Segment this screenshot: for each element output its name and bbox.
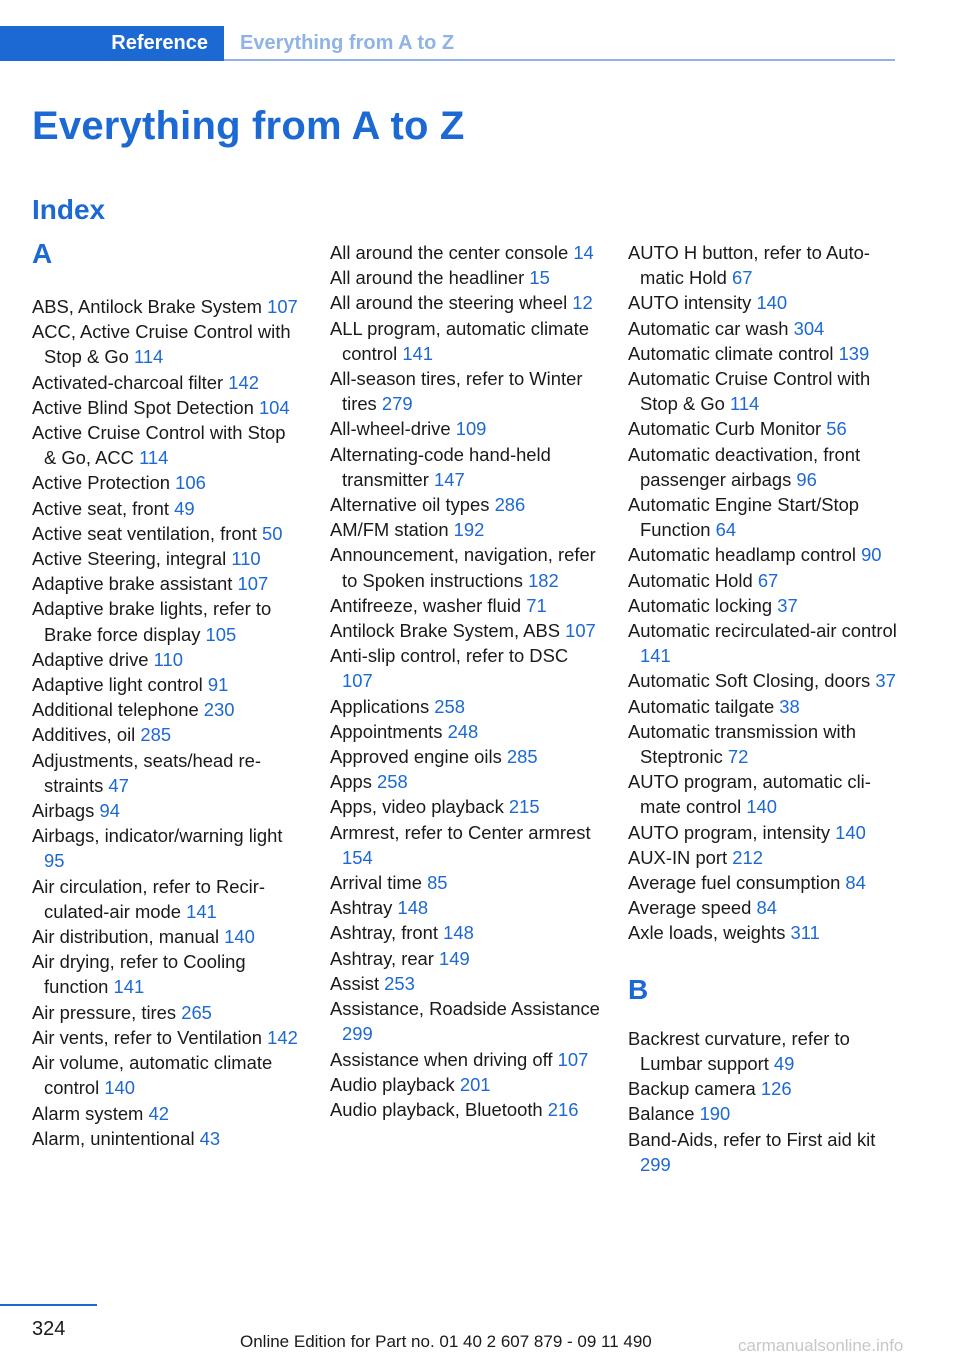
index-entry-term: Automatic headlamp control — [628, 544, 862, 566]
index-entry — [32, 697, 302, 722]
index-entry-term: Automatic deactivation, front passenger airbags — [628, 443, 861, 490]
index-entry-term: Active seat, front — [32, 497, 175, 519]
page-reference-link[interactable]: 107 — [237, 573, 269, 595]
page-reference-link[interactable]: 43 — [199, 1127, 221, 1149]
index-entry — [330, 643, 600, 693]
index-entry-term: Air vents, refer to Ventilation — [32, 1026, 268, 1048]
index-entry — [32, 1025, 302, 1050]
page-reference-link[interactable]: 253 — [384, 972, 415, 994]
page-reference-link[interactable]: 38 — [779, 695, 800, 717]
index-entry-term: ACC, Active Cruise Control with Stop & Go — [32, 321, 291, 368]
index-letter-heading: A — [32, 238, 53, 269]
index-entry — [628, 694, 903, 719]
index-entry-term: Appointments — [330, 720, 448, 742]
index-entry — [628, 366, 903, 416]
page-reference-link[interactable]: 149 — [439, 947, 470, 969]
index-entry-term: Ashtray — [330, 897, 398, 919]
index-entry-term: AUX-IN port — [628, 846, 733, 868]
page-reference-link[interactable]: 201 — [459, 1073, 491, 1095]
index-entry-term: All around the headliner — [330, 267, 530, 289]
page-reference-link[interactable]: 126 — [760, 1078, 792, 1100]
index-entry — [32, 496, 302, 521]
index-entry — [628, 290, 903, 315]
index-entry — [32, 420, 302, 470]
index-entry — [628, 870, 903, 895]
index-entry-term: Air distribution, manual — [32, 926, 225, 948]
index-entry — [330, 794, 600, 819]
index-entry — [330, 542, 600, 592]
page-reference-link[interactable]: 114 — [729, 393, 760, 415]
index-entry — [330, 769, 600, 794]
index-entry-term: Airbags — [32, 800, 100, 822]
index-entry-term: Automatic tailgate — [628, 695, 780, 717]
page-reference-link[interactable]: 50 — [262, 522, 283, 544]
page-reference-link[interactable]: 95 — [44, 850, 65, 872]
index-entry-term: Axle loads, weights — [628, 922, 791, 944]
index-entry — [32, 521, 302, 546]
page-reference-link[interactable]: 67 — [757, 569, 779, 591]
index-entry — [628, 769, 903, 819]
index-entry-term: Armrest, refer to Center armrest — [330, 821, 591, 843]
index-entry-term: ABS, Antilock Brake System — [32, 296, 268, 317]
index-entry — [330, 694, 600, 719]
page-reference-link[interactable]: 258 — [434, 695, 465, 717]
page-reference-link[interactable]: 285 — [506, 746, 538, 768]
index-entry-term: Active Blind Spot Detection — [32, 396, 259, 418]
index-entry — [32, 546, 302, 571]
index-entry-term: Ashtray, rear — [330, 947, 440, 969]
index-entry — [330, 1047, 600, 1072]
page-reference-link[interactable]: 96 — [796, 468, 817, 490]
index-entry — [32, 748, 302, 798]
page-reference-link[interactable]: 64 — [715, 519, 737, 541]
page-reference-link[interactable]: 49 — [174, 497, 195, 519]
index-entry — [32, 596, 302, 646]
index-entry — [330, 920, 600, 945]
index-entry — [32, 798, 302, 823]
index-entry-term: AUTO program, intensity — [628, 821, 836, 843]
index-entry-term: Automatic Curb Monitor — [628, 418, 827, 440]
page-reference-link[interactable]: 141 — [113, 976, 145, 998]
index-entry-term: Assist — [330, 972, 385, 994]
index-entry — [628, 895, 903, 920]
index-entry — [330, 618, 600, 643]
page-reference-link[interactable]: 72 — [727, 746, 749, 768]
page-reference-link[interactable]: 37 — [777, 594, 798, 616]
index-entry-term: Average fuel consumption — [628, 872, 846, 894]
header-bar — [0, 26, 895, 61]
index-entry-term: Announcement, navigation, refer to Spoken instructions — [330, 544, 596, 591]
index-entry — [32, 470, 302, 495]
index-entry-term: Activated-charcoal filter — [32, 371, 229, 393]
page-reference-link[interactable]: 142 — [267, 1026, 298, 1048]
index-entry-term: Applications — [330, 695, 435, 717]
index-entry-term: Automatic Hold — [628, 569, 758, 591]
index-entry — [628, 1101, 903, 1126]
page-reference-link[interactable]: 192 — [453, 519, 485, 541]
page-reference-link[interactable]: 299 — [640, 1153, 671, 1175]
index-entry — [628, 593, 903, 618]
page-reference-link[interactable]: 148 — [443, 922, 474, 944]
index-entry — [330, 744, 600, 769]
page-reference-link[interactable]: 91 — [207, 674, 229, 696]
index-entry — [330, 240, 600, 265]
index-entry — [32, 924, 302, 949]
index-entry — [330, 971, 600, 996]
page-reference-link[interactable]: 285 — [140, 724, 172, 746]
index-entry-term: Automatic recirculated-air control — [628, 620, 897, 642]
index-entry-term: Band-Aids, refer to First aid kit — [628, 1128, 876, 1150]
index-entry — [330, 492, 600, 517]
index-entry-term: Airbags, indicator/warning light — [32, 825, 283, 847]
index-entry-term: Anti-slip control, refer to DSC — [330, 645, 569, 667]
page-reference-link[interactable]: 37 — [875, 670, 896, 692]
page-reference-link[interactable]: 182 — [528, 569, 559, 591]
index-entry-term: Active Steering, integral — [32, 548, 232, 570]
index-entry — [330, 416, 600, 441]
page-reference-link[interactable]: 106 — [175, 472, 206, 494]
index-entry-term: Automatic Soft Closing, doors — [628, 670, 876, 692]
index-entry — [628, 341, 903, 366]
index-entry-term: Automatic Engine Start/Stop Function — [628, 494, 860, 541]
index-entry — [628, 1127, 903, 1177]
index-entry-term: Approved engine oils — [330, 746, 507, 768]
page-reference-link[interactable]: 71 — [526, 594, 547, 616]
index-entry-term: All around the center console — [330, 242, 574, 263]
index-entry-term: Audio playback — [330, 1073, 460, 1095]
index-entry — [628, 618, 903, 668]
chapter-tab[interactable]: Everything from A to Z — [240, 32, 455, 54]
index-column-3 — [628, 240, 903, 1177]
page-reference-link[interactable]: 84 — [756, 897, 777, 919]
page-reference-link[interactable]: 212 — [732, 846, 763, 868]
page-reference-link[interactable]: 230 — [203, 699, 235, 721]
page-reference-link[interactable]: 299 — [342, 1023, 373, 1045]
index-entry-term: Apps, video playback — [330, 796, 509, 818]
index-column-2 — [330, 240, 600, 1122]
index-entry-term: Antilock Brake System, ABS — [330, 620, 566, 642]
page-reference-link[interactable]: 49 — [773, 1052, 795, 1074]
page-reference-link[interactable]: 14 — [573, 242, 594, 263]
index-entry-term: Active Cruise Control with Stop & Go, ACC — [32, 422, 286, 469]
page-reference-link[interactable]: 15 — [529, 267, 550, 289]
index-entry — [330, 366, 600, 416]
index-entry-term: Assistance when driving off — [330, 1048, 558, 1070]
page-reference-link[interactable]: 147 — [433, 468, 465, 490]
index-entry — [628, 845, 903, 870]
index-entry-term: Automatic Cruise Control with Stop & Go — [628, 368, 871, 415]
index-entry — [330, 1072, 600, 1097]
page-reference-link[interactable]: 42 — [148, 1102, 169, 1124]
page-reference-link[interactable]: 12 — [572, 292, 593, 314]
index-entry — [32, 294, 302, 319]
index-entry-term: Antifreeze, washer fluid — [330, 594, 527, 616]
index-entry-term: All-wheel-drive — [330, 418, 456, 440]
index-entry-term: All-season tires, refer to Winter tires — [330, 368, 583, 415]
index-entry-term: Active seat ventilation, front — [32, 522, 262, 544]
page-reference-link[interactable]: 216 — [547, 1098, 579, 1120]
index-entry — [628, 316, 903, 341]
index-entry — [628, 820, 903, 845]
index-entry-term: Automatic car wash — [628, 317, 794, 339]
index-entry-term: Air volume, automatic climate control — [32, 1052, 273, 1099]
index-entry-term: Adaptive drive — [32, 648, 154, 670]
index-entry — [330, 517, 600, 542]
index-entry — [628, 1026, 903, 1076]
index-entry — [32, 823, 302, 873]
page-reference-link[interactable]: 141 — [186, 900, 217, 922]
index-entry-term: Additives, oil — [32, 724, 141, 746]
page-reference-link[interactable]: 258 — [377, 771, 408, 793]
page-reference-link[interactable]: 114 — [133, 346, 164, 368]
page-reference-link[interactable]: 139 — [838, 342, 870, 364]
section-heading-index: Index — [32, 194, 106, 225]
index-entry-term: Adjustments, seats/head restraints — [32, 749, 261, 796]
page-reference-link[interactable]: 148 — [397, 897, 429, 919]
page-reference-link[interactable]: 67 — [731, 267, 753, 289]
index-entry — [32, 672, 302, 697]
index-entry — [628, 1076, 903, 1101]
index-entry — [330, 593, 600, 618]
page-reference-link[interactable]: 104 — [258, 396, 290, 418]
edition-note: Online Edition for Part no. 01 40 2 607 879 - 09 11 490 — [240, 1332, 652, 1351]
page-reference-link[interactable]: 110 — [153, 648, 183, 670]
page-title: Everything from A to Z — [32, 104, 465, 148]
index-entry-term: Alternative oil types — [330, 494, 495, 516]
index-entry — [32, 1101, 302, 1126]
index-letter-heading: B — [628, 973, 649, 1005]
header-divider — [224, 59, 895, 61]
page-reference-link[interactable]: 56 — [826, 418, 847, 440]
index-entry-term: Arrival time — [330, 872, 428, 894]
index-entry — [330, 290, 600, 315]
page-reference-link[interactable]: 140 — [746, 796, 777, 818]
section-tab-reference[interactable]: Reference — [0, 26, 224, 61]
watermark: carmanualsonline.info — [738, 1336, 904, 1355]
page-reference-link[interactable]: 140 — [224, 926, 255, 948]
page-reference-link[interactable]: 109 — [455, 418, 487, 440]
page-reference-link[interactable]: 140 — [835, 821, 866, 843]
index-entry-term: Air drying, refer to Cooling function — [32, 951, 246, 998]
index-entry — [330, 996, 600, 1046]
index-entry-term: Audio playback, Bluetooth — [330, 1098, 548, 1120]
index-entry — [330, 895, 600, 920]
index-entry-term: AUTO program, automatic climate control — [628, 771, 871, 818]
index-entry — [32, 395, 302, 420]
page-reference-link[interactable]: 140 — [104, 1077, 135, 1099]
page-reference-link[interactable]: 110 — [231, 548, 261, 570]
page-reference-link[interactable]: 90 — [861, 544, 882, 566]
page-reference-link[interactable]: 142 — [228, 371, 259, 393]
index-entry-term: Assistance, Roadside Assistance — [330, 998, 600, 1020]
index-entry — [628, 920, 903, 945]
index-entry — [330, 1097, 600, 1122]
index-entry — [628, 416, 903, 441]
index-entry — [32, 370, 302, 395]
index-entry — [32, 1126, 302, 1151]
index-entry — [330, 719, 600, 744]
index-entry — [32, 647, 302, 672]
page-reference-link[interactable]: 154 — [342, 846, 373, 868]
page-reference-link[interactable]: 140 — [756, 292, 788, 314]
index-entry — [32, 949, 302, 999]
page-reference-link[interactable]: 107 — [565, 620, 596, 642]
page-reference-link[interactable]: 47 — [108, 774, 129, 796]
page-reference-link[interactable]: 190 — [699, 1103, 731, 1125]
page-reference-link[interactable]: 107 — [557, 1048, 589, 1070]
page-reference-link[interactable]: 107 — [342, 670, 373, 692]
page-reference-link[interactable]: 248 — [447, 720, 479, 742]
page-reference-link[interactable]: 84 — [845, 872, 866, 894]
index-column-1 — [32, 240, 302, 1151]
page-reference-link[interactable]: 311 — [790, 922, 820, 944]
page-reference-link[interactable]: 94 — [99, 800, 120, 822]
index-entry — [330, 946, 600, 971]
page-reference-link[interactable]: 304 — [793, 317, 825, 339]
index-entry-term: Balance — [628, 1103, 700, 1125]
index-entry-term: Adaptive brake lights, refer to Brake force display — [32, 598, 272, 645]
index-entry — [628, 668, 903, 693]
index-entry-term: Air circulation, refer to Recirculated-air mode — [32, 875, 266, 922]
index-entry — [330, 442, 600, 492]
index-entry-term: Alarm system — [32, 1102, 149, 1124]
page-reference-link[interactable]: 141 — [402, 342, 433, 364]
index-entry-term: ALL program, automatic climate control — [330, 317, 589, 364]
footer-divider — [0, 1304, 97, 1306]
index-entry-term: Apps — [330, 771, 378, 793]
index-entry-term: Automatic climate control — [628, 342, 839, 364]
index-entry-term: Adaptive brake assistant — [32, 573, 238, 595]
index-entry-term: Backup camera — [628, 1078, 761, 1100]
page-reference-link[interactable]: 279 — [381, 393, 413, 415]
page-reference-link[interactable]: 286 — [494, 494, 526, 516]
index-entry-term: Automatic locking — [628, 594, 778, 616]
index-entry — [32, 722, 302, 747]
index-entry-term: Alternating-code hand-held transmitter — [330, 443, 551, 490]
index-entry-term: Additional telephone — [32, 699, 204, 721]
index-entry — [32, 1050, 302, 1100]
index-entry-term: AUTO intensity — [628, 292, 757, 314]
index-entry-term: Ashtray, front — [330, 922, 444, 944]
index-entry-term: Adaptive light control — [32, 674, 208, 696]
page-reference-link[interactable]: 265 — [181, 1001, 212, 1023]
index-entry-term: Air pressure, tires — [32, 1001, 182, 1023]
page-reference-link[interactable]: 85 — [427, 872, 448, 894]
index-entry — [330, 316, 600, 366]
page-reference-link[interactable]: 105 — [205, 623, 237, 645]
index-entry — [628, 442, 903, 492]
index-entry-term: AUTO H button, refer to Automatic Hold — [628, 242, 870, 289]
index-entry — [628, 719, 903, 769]
index-entry — [628, 240, 903, 290]
page-reference-link[interactable]: 114 — [139, 447, 169, 469]
index-entry-term: Alarm, unintentional — [32, 1127, 200, 1149]
index-entry-term: Automatic transmission with Steptronic — [628, 720, 856, 768]
index-entry — [330, 265, 600, 290]
index-entry-term: AM/FM station — [330, 519, 454, 541]
index-entry — [330, 820, 600, 870]
page-number: 324 — [32, 1318, 66, 1340]
page-reference-link[interactable]: 141 — [640, 645, 671, 667]
index-entry-term: Backrest curvature, refer to Lumbar support — [628, 1027, 850, 1074]
index-entry — [32, 571, 302, 596]
index-entry — [32, 874, 302, 924]
index-entry-term: All around the steering wheel — [330, 292, 573, 314]
page-reference-link[interactable]: 107 — [267, 296, 298, 317]
index-entry-term: Average speed — [628, 897, 757, 919]
index-entry — [628, 568, 903, 593]
index-entry — [32, 319, 302, 369]
page-reference-link[interactable]: 215 — [508, 796, 540, 818]
index-entry — [628, 492, 903, 542]
index-entry — [628, 542, 903, 567]
index-entry — [32, 1000, 302, 1025]
index-entry-term: Active Protection — [32, 472, 176, 494]
index-entry — [330, 870, 600, 895]
